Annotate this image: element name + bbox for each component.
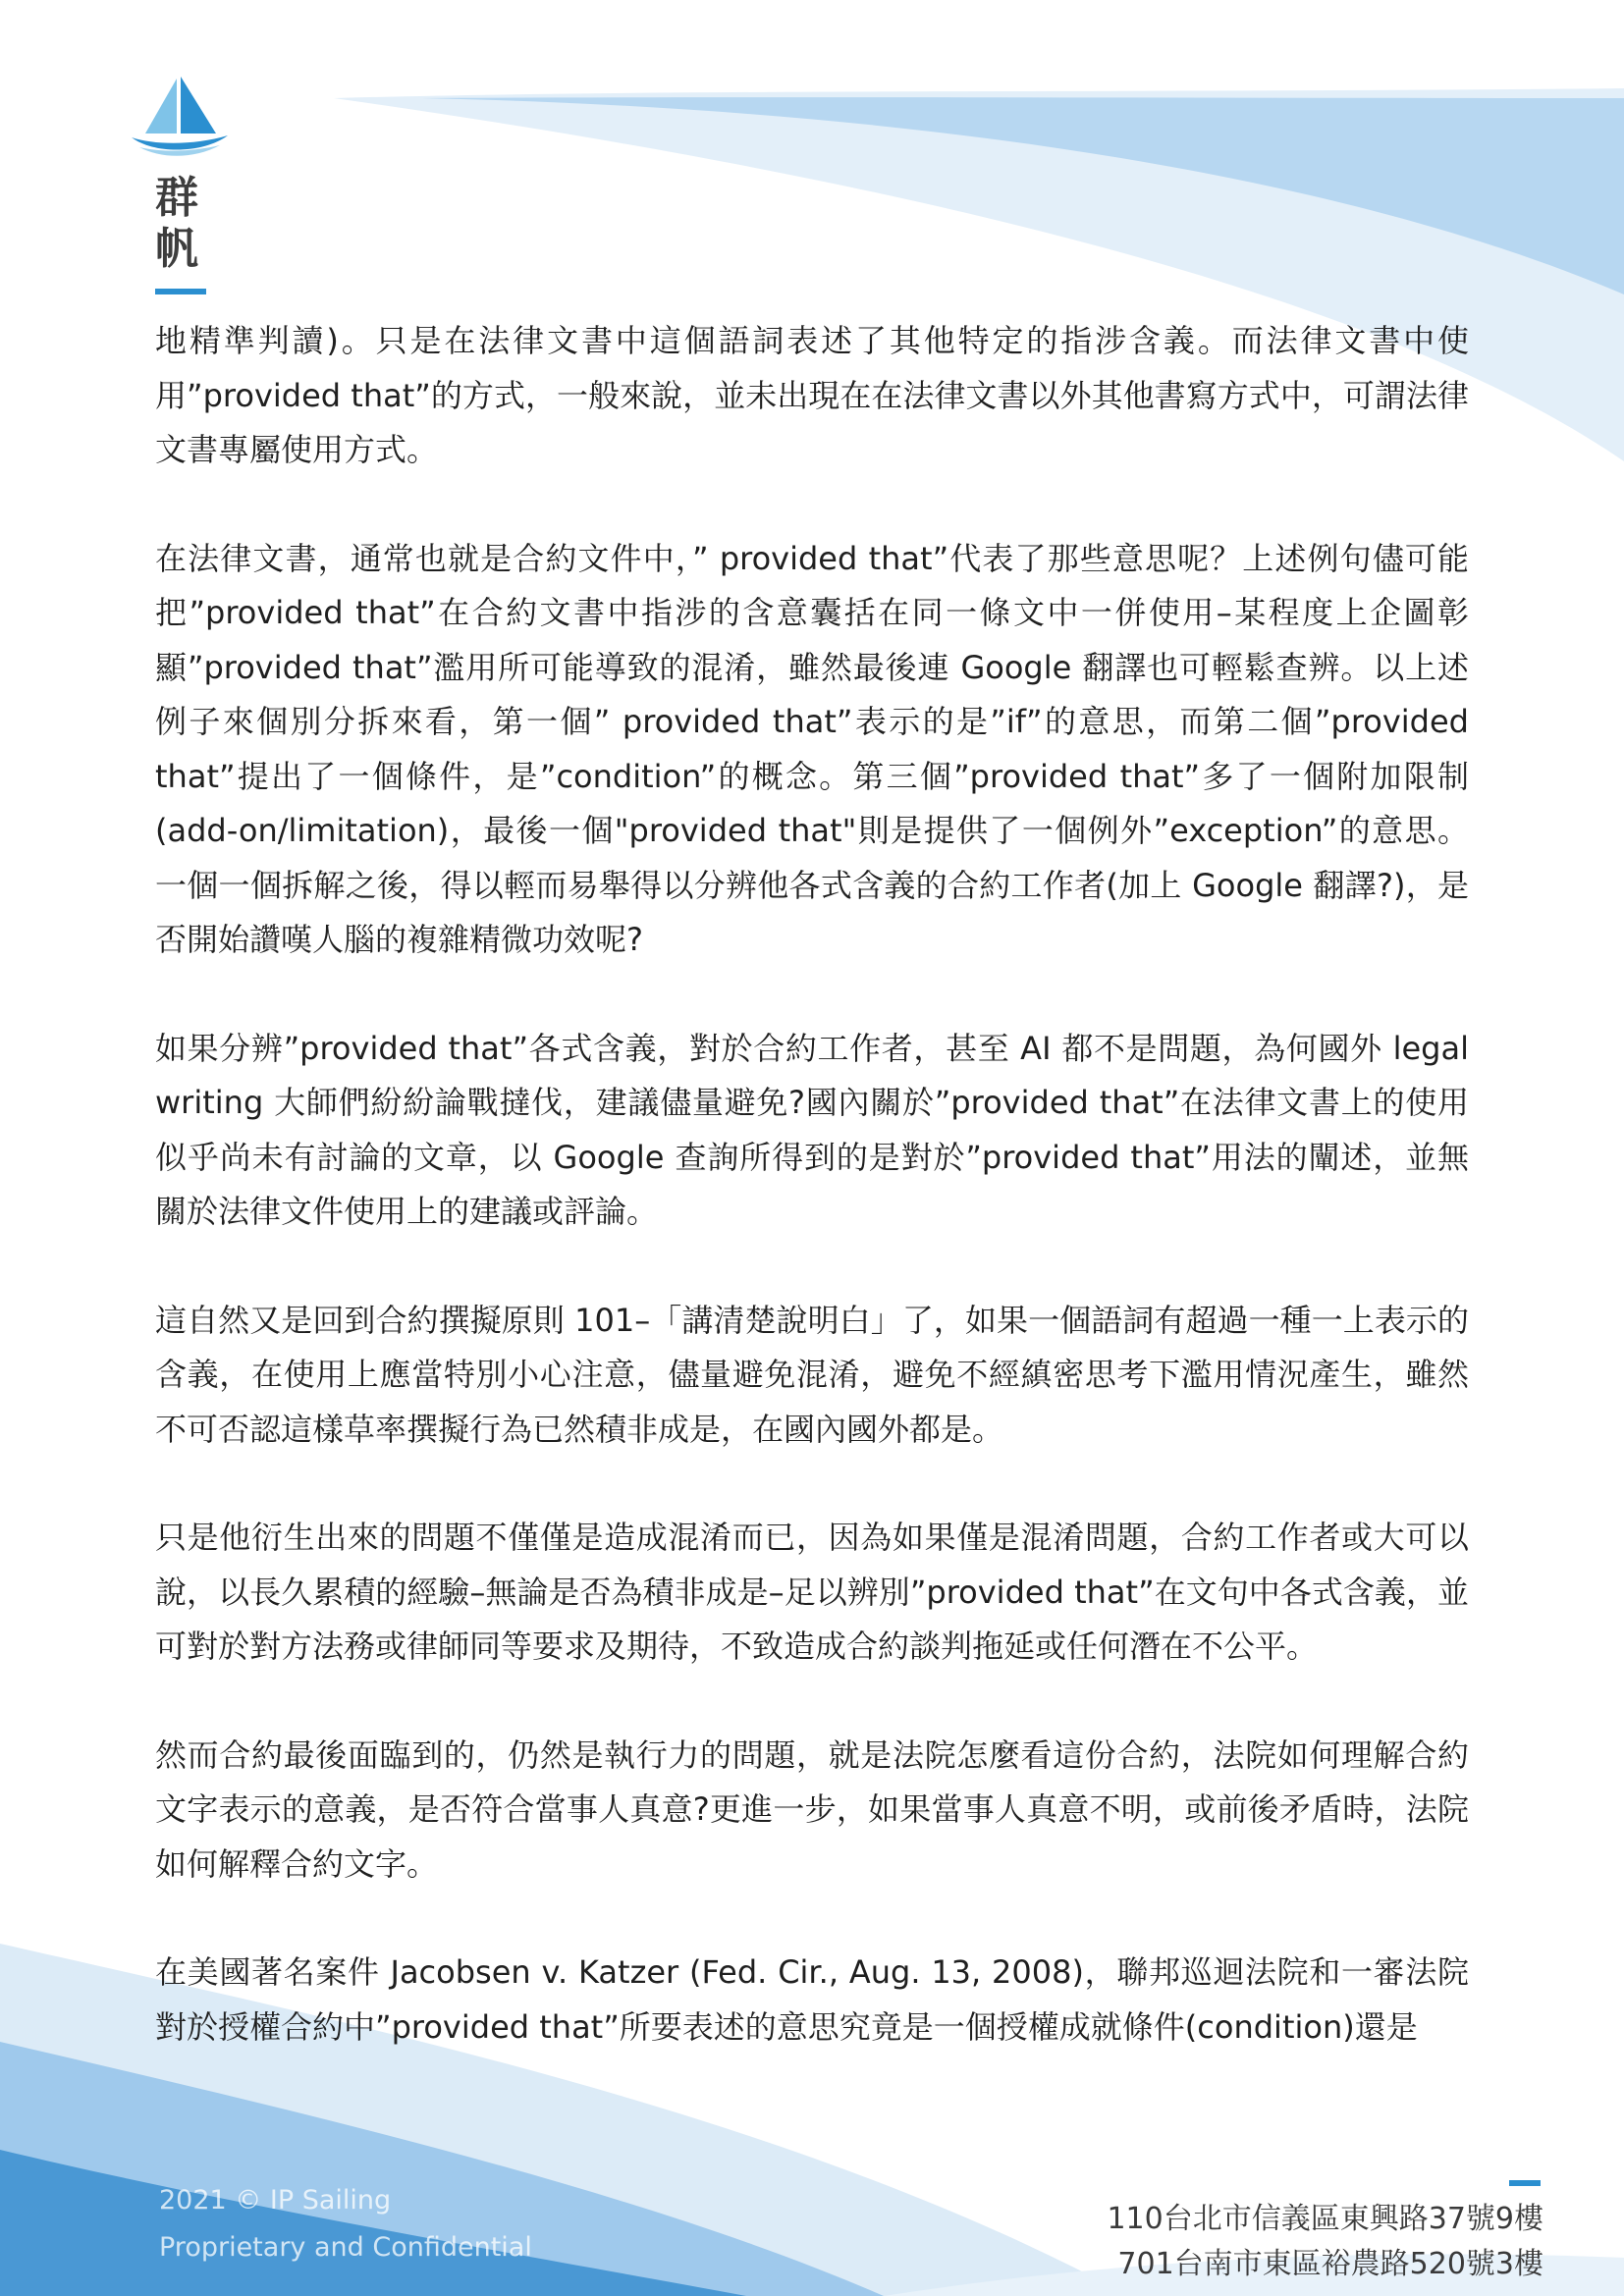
brand-underline <box>155 289 206 294</box>
paragraph-3: 如果分辨”provided that”各式含義，對於合約工作者，甚至 AI 都不是問題，為何國外 legal writing 大師們紛紛論戰撻伐，建議儘量避免?國內關於”provided that”在法律文書上的使用似乎尚未有討論的文章，以 Google 查詢所得到的是對於”provided that”用法的闡述，並無關於法律文件使用上的建議或評論。 <box>155 1029 1469 1230</box>
address-tainan: 701台南市東區裕農路520號3樓 <box>1117 2247 1543 2281</box>
footer-accent-bar <box>1509 2180 1541 2186</box>
paragraph-6: 然而合約最後面臨到的，仍然是執行力的問題，就是法院怎麼看這份合約，法院如何理解合約文字表示的意義，是否符合當事人真意?更進一步，如果當事人真意不明，或前後矛盾時，法院如何解釋合約文字。 <box>155 1735 1469 1883</box>
document-body <box>155 314 1469 2109</box>
address-taipei: 110台北市信義區東興路37號9樓 <box>1107 2202 1543 2236</box>
paragraph-7: 在美國著名案件 Jacobsen v. Katzer (Fed. Cir., Aug. 13, 2008)，聯邦巡迴法院和一審法院對於授權合約中”provided that”所要表述的意思究竟是一個授權成就條件(condition)還是 <box>155 1953 1469 2046</box>
brand-logo <box>126 77 234 157</box>
brand-name-line2: 帆 <box>155 224 198 274</box>
sailboat-icon <box>126 77 234 157</box>
footer-legal <box>159 2177 532 2271</box>
footer-confidential: Proprietary and Confidential <box>159 2232 532 2263</box>
paragraph-5: 只是他衍生出來的問題不僅僅是造成混淆而已，因為如果僅是混淆問題，合約工作者或大可以說，以長久累積的經驗–無論是否為積非成是–足以辨別”provided that”在文句中各式含義，並可對於對方法務或律師同等要求及期待，不致造成合約談判拖延或任何潛在不公平。 <box>155 1519 1469 1665</box>
paragraph-2: 在法律文書，通常也就是合約文件中，” provided that”代表了那些意思呢？上述例句儘可能把”provided that”在合約文書中指涉的含意囊括在同一條文中一併使用–某程度上企圖彰顯”provided that”濫用所可能導致的混淆，雖然最後連 Google 翻譯也可輕鬆查辨。以上述例子來個別分拆來看，第一個” provided that”表示的是”if”的意思，而第二個”provided that”提出了一個條件，是”condition”的概念。第三個”provided that”多了一個附加限制(add-on/limitation)，最後一個"provided that"則是提供了一個例外”exception”的意思。一個一個拆解之後，得以輕而易舉得以分辨他各式含義的合約工作者(加上 Google 翻譯?)，是否開始讚嘆人腦的複雜精微功效呢? <box>155 539 1469 958</box>
brand-name-line1: 群 <box>155 173 198 223</box>
paragraph-1: 地精準判讀)。只是在法律文書中這個語詞表述了其他特定的指涉含義。而法律文書中使用”provided that”的方式，一般來說，並未出現在在法律文書以外其他書寫方式中，可謂法律文書專屬使用方式。 <box>155 322 1469 468</box>
footer-copyright: 2021 © IP Sailing <box>159 2185 392 2216</box>
footer-addresses <box>1107 2197 1543 2287</box>
paragraph-4: 這自然又是回到合約撰擬原則 101–「講清楚說明白」了，如果一個語詞有超過一種一上表示的含義，在使用上應當特別小心注意，儘量避免混淆，避免不經縝密思考下濫用情況產生，雖然不可否認這樣草率撰擬行為已然積非成是，在國內國外都是。 <box>155 1301 1469 1448</box>
